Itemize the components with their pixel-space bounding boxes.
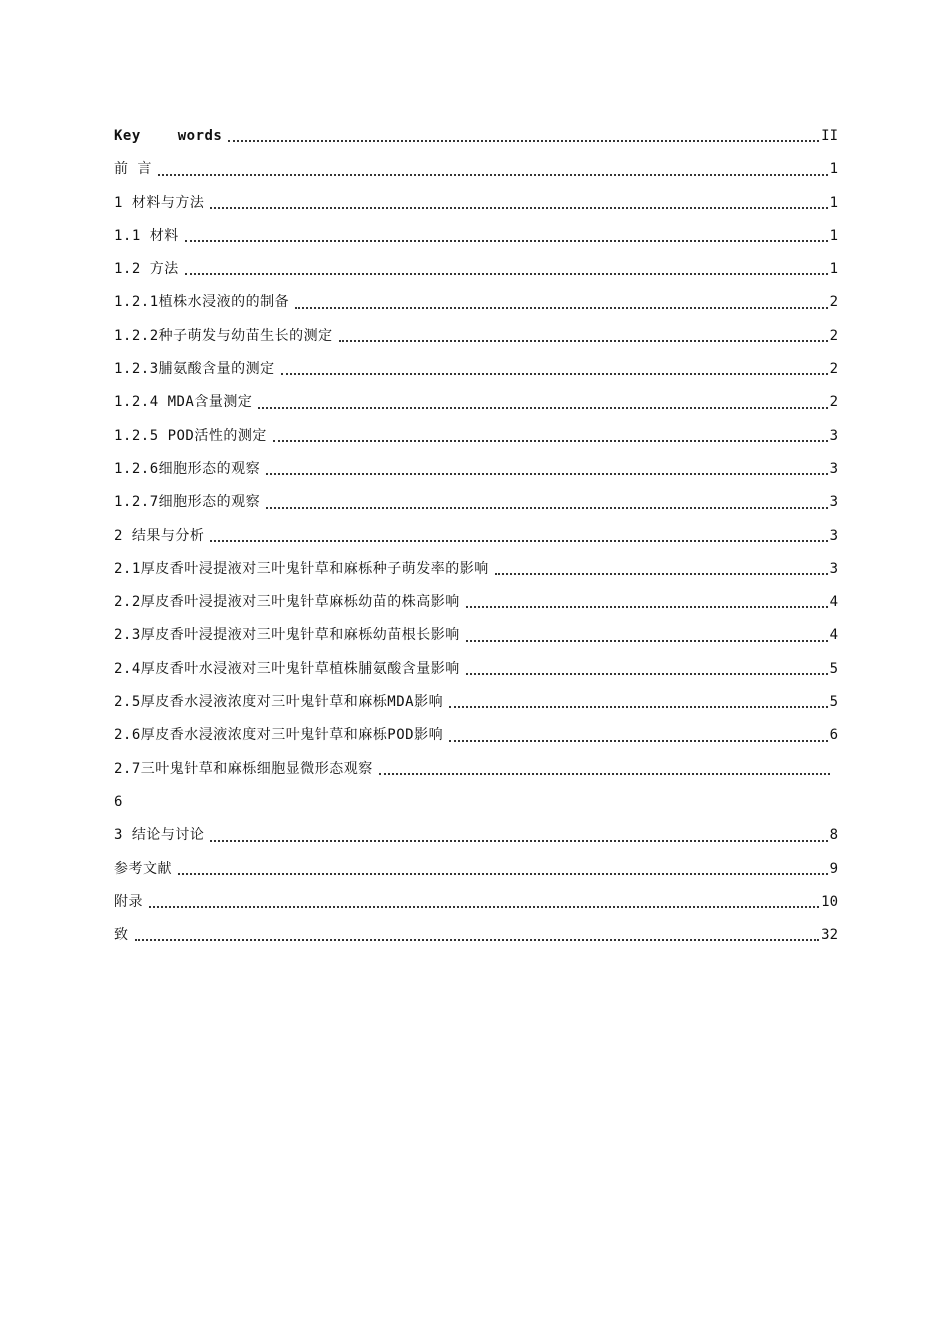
dot-leader <box>258 407 827 409</box>
toc-entry-1-2-4[interactable] <box>114 386 838 419</box>
toc-entry-page: 1 <box>829 194 838 211</box>
toc-entry-page: 2 <box>829 361 838 378</box>
dot-leader <box>466 673 828 675</box>
toc-entry-page: 1 <box>829 261 838 278</box>
toc-entry-label: 致 <box>114 927 129 944</box>
toc-entry-references[interactable] <box>114 853 838 886</box>
toc-entry-page: 3 <box>829 460 838 477</box>
dot-leader <box>266 473 827 475</box>
dot-leader <box>266 507 827 509</box>
toc-entry-preface[interactable] <box>114 153 838 186</box>
toc-entry-label: 2.5厚皮香水浸液浓度对三叶鬼针草和麻栎MDA影响 <box>114 694 444 711</box>
toc-entry-1-2-2[interactable] <box>114 320 838 353</box>
toc-entry-page: 3 <box>829 560 838 577</box>
toc-entry-label: 1.1 材料 <box>114 227 179 244</box>
dot-leader <box>449 740 827 742</box>
toc-entry-page: 5 <box>829 660 838 677</box>
toc-entry-page: II <box>821 128 838 144</box>
toc-entry-label: 1.2.3脯氨酸含量的测定 <box>114 361 275 378</box>
toc-entry-3[interactable] <box>114 819 838 852</box>
toc-entry-label: 1.2.2种子萌发与幼苗生长的测定 <box>114 327 333 344</box>
dot-leader <box>210 540 827 542</box>
toc-entry-label: 2.4厚皮香叶水浸液对三叶鬼针草植株脯氨酸含量影响 <box>114 660 460 677</box>
toc-entry-label: 2.7三叶鬼针草和麻栎细胞显微形态观察 <box>114 760 373 777</box>
toc-entry-1-2-6[interactable] <box>114 453 838 486</box>
toc-entry-label: 2.6厚皮香水浸液浓度对三叶鬼针草和麻栎POD影响 <box>114 727 444 744</box>
toc-entry-label: 1.2.6细胞形态的观察 <box>114 460 261 477</box>
toc-entry-page: 3 <box>829 494 838 511</box>
toc-entry-label: 参考文献 <box>114 860 172 877</box>
toc-entry-page: 3 <box>829 527 838 544</box>
dot-leader <box>466 640 828 642</box>
toc-entry-2-2[interactable] <box>114 586 838 619</box>
toc-entry-page: 3 <box>829 427 838 444</box>
toc-entry-2-7-page-wrap <box>114 786 838 819</box>
toc-entry-label: Key words <box>114 128 223 144</box>
toc-entry-page: 1 <box>829 161 838 178</box>
toc-entry-page: 10 <box>821 893 838 910</box>
toc-entry-label: 1.2.1植株水浸液的的制备 <box>114 294 290 311</box>
toc-entry-page: 8 <box>829 827 838 844</box>
dot-leader <box>295 307 827 309</box>
toc-entry-page: 4 <box>829 627 838 644</box>
toc-entry-page: 9 <box>829 860 838 877</box>
dot-leader <box>149 906 819 908</box>
toc-entry-2-4[interactable] <box>114 653 838 686</box>
toc-entry-1-2-3[interactable] <box>114 353 838 386</box>
dot-leader <box>210 840 827 842</box>
toc-entry-label: 前 言 <box>114 161 152 178</box>
toc-entry-2-6[interactable] <box>114 719 838 752</box>
dot-leader <box>379 773 830 775</box>
toc-entry-page: 4 <box>829 594 838 611</box>
dot-leader <box>281 373 828 375</box>
dot-leader <box>210 207 827 209</box>
dot-leader <box>449 706 827 708</box>
toc-entry-label: 2.2厚皮香叶浸提液对三叶鬼针草麻栎幼苗的株高影响 <box>114 594 460 611</box>
toc-entry-label: 1 材料与方法 <box>114 194 205 211</box>
toc-entry-page: 1 <box>829 227 838 244</box>
toc-entry-1-2-5[interactable] <box>114 420 838 453</box>
toc-entry-2-3[interactable] <box>114 619 838 652</box>
toc-entry-page: 2 <box>829 327 838 344</box>
toc-entry-page: 2 <box>829 394 838 411</box>
dot-leader <box>158 174 828 176</box>
table-of-contents <box>114 120 838 952</box>
toc-entry-1[interactable] <box>114 187 838 220</box>
toc-entry-label: 1.2.5 POD活性的测定 <box>114 427 267 444</box>
toc-entry-label: 3 结论与讨论 <box>114 827 205 844</box>
toc-entry-2[interactable] <box>114 520 838 553</box>
toc-entry-appendix[interactable] <box>114 886 838 919</box>
toc-entry-2-7[interactable] <box>114 753 838 786</box>
toc-entry-label: 2.3厚皮香叶浸提液对三叶鬼针草和麻栎幼苗根长影响 <box>114 627 460 644</box>
toc-entry-2-5[interactable] <box>114 686 838 719</box>
dot-leader <box>135 939 820 941</box>
toc-entry-keywords[interactable] <box>114 120 838 153</box>
dot-leader <box>466 606 828 608</box>
toc-entry-1-2-1[interactable] <box>114 286 838 319</box>
toc-entry-wrapped-page: 6 <box>114 793 123 810</box>
dot-leader <box>185 240 828 242</box>
dot-leader <box>228 140 819 142</box>
toc-entry-label: 2.1厚皮香叶浸提液对三叶鬼针草和麻栎种子萌发率的影响 <box>114 560 489 577</box>
toc-entry-label: 1.2 方法 <box>114 261 179 278</box>
dot-leader <box>495 573 828 575</box>
dot-leader <box>185 273 828 275</box>
toc-entry-page: 6 <box>829 727 838 744</box>
toc-entry-1-1[interactable] <box>114 220 838 253</box>
toc-entry-2-1[interactable] <box>114 553 838 586</box>
toc-entry-label: 2 结果与分析 <box>114 527 205 544</box>
toc-entry-page: 5 <box>829 694 838 711</box>
toc-entry-acknowledgements[interactable] <box>114 919 838 952</box>
toc-entry-label: 附录 <box>114 893 143 910</box>
toc-entry-1-2-7[interactable] <box>114 486 838 519</box>
dot-leader <box>178 873 828 875</box>
toc-entry-page: 32 <box>821 927 838 944</box>
toc-entry-1-2[interactable] <box>114 253 838 286</box>
toc-entry-page: 2 <box>829 294 838 311</box>
toc-entry-label: 1.2.4 MDA含量测定 <box>114 394 253 411</box>
dot-leader <box>339 340 828 342</box>
toc-entry-label: 1.2.7细胞形态的观察 <box>114 494 261 511</box>
dot-leader <box>273 440 828 442</box>
